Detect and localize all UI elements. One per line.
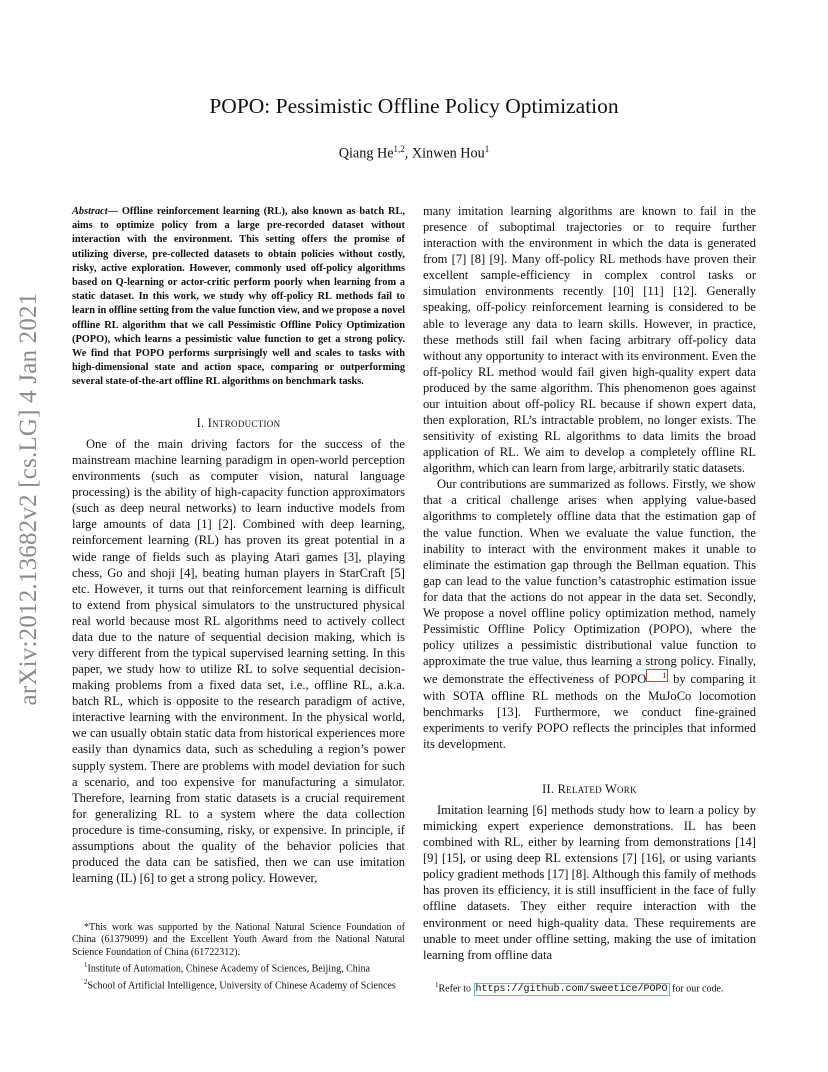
code-repository-link[interactable]: https://github.com/sweetice/POPO <box>475 984 668 996</box>
funding-footnote: *This work was supported by the National Natural Science Foundation of China (61379099) and the Excellent Youth Award from the National Natural Science Foundation of China (61722312). <box>72 922 405 958</box>
abstract <box>72 205 405 390</box>
contributions-text-b: by comparing it with SOTA offline RL methods on the MuJoCo locomotion benchmarks [13]. Furthermore, we conduct fine-grained experiments to verify POPO reflects the principles that informed its development. <box>423 672 757 751</box>
right-footnote <box>423 979 756 997</box>
intro-paragraph-1-text: One of the main driving factors for the success of the mainstream machine learning paradigm in open-world perception environments (such as computer vision, natural language processing) is the ability of high-capacity function approximators (such as deep neural networks) to learn inductive models from large amounts of data [1] [2]. Combined with deep learning, reinforcement learning (RL) has proven its great potential in a wide range of fields such as playing Atari games [3], playing chess, Go and shoji [4], beating human players in StarCraft [5] etc. However, it turns out that reinforcement learning is difficult to extend from physical simulators to the unstructured physical real world because most RL algorithms need to actively collect data due to the nature of sequential decision making, which is very different from the typical supervised learning setting. In this paper, we study how to utilize RL to solve sequential decision-making problems from a fixed data set, i.e., offline RL, a.k.a. batch RL, which is opposite to the research paradigm of active, interactive learning with the environment. In the physical world, we can usually obtain static data from historical experiences more easily than dynamics data, such as scheduling a region’s power supply system. There are problems with model deviation for such a scenario, and too expensive for manufacturing a simulator. Therefore, learning from static datasets is a crucial requirement for generalizing RL to a system where the data collection procedure is time-consuming, risky, or expensive. In principle, if assumptions about the quality of the behavior policies that produced the data can be satisfied, then we can use imitation learning (IL) [6] to get a strong policy. However, <box>72 437 405 886</box>
footnote-1-mark: 1 <box>435 981 439 989</box>
left-footnotes <box>72 922 405 993</box>
abstract-dash: — <box>107 206 122 217</box>
affiliation-1-text: Institute of Automation, Chinese Academy of Sciences, Beijing, China <box>87 963 370 975</box>
affiliation-1 <box>72 959 405 976</box>
paper-title: POPO: Pessimistic Offline Policy Optimization <box>209 94 619 118</box>
footnote-1-ref[interactable]: 1 <box>646 669 668 682</box>
contributions-paragraph <box>423 476 756 752</box>
author-1-affiliation-mark: 1,2 <box>393 144 405 154</box>
author-1: Qiang He <box>338 145 394 162</box>
abstract-text: Offline reinforcement learning (RL), also known as batch RL, aims to optimize policy from a large pre-recorded dataset without interaction with the environment. This setting offers the promise of utilizing diverse, pre-collected datasets to obtain policies without costly, risky, active exploration. However, commonly used off-policy algorithms based on Q-learning or actor-critic perform poorly when learning from a static dataset. In this work, we study why off-policy RL methods fail to learn in offline setting from the value function view, and we propose a novel offline RL algorithm that we call Pessimistic Offline Policy Optimization (POPO), which learns a pessimistic value function to get a strong policy. We find that POPO performs surprisingly well and scales to tasks with high-dimensional state and action space, comparing or outperforming several state-of-the-art offline RL algorithms on benchmark tasks. <box>72 206 405 388</box>
affiliation-2 <box>72 976 405 993</box>
affiliation-2-text: School of Artificial Intelligence, University of Chinese Academy of Sciences <box>87 980 396 992</box>
footnote-1-suffix: for our code. <box>669 983 724 995</box>
author-2: Xinwen Hou <box>411 145 485 162</box>
intro-right-column <box>423 203 756 752</box>
related-work-text: Imitation learning [6] methods study how to learn a policy by mimicking expert experience demonstrations. IL has been combined with RL, either by learning from demonstrations [14] [9] [15], or using deep RL extensions [7] [16], or using variants policy gradient methods [17] [8]. Although this family of methods has proven its efficiency, it is still insufficient in the face of fully offline datasets. They either require interaction with the environment or need high-quality data. These requirements are unable to meet under offline setting, making the use of imitation learning from offline data <box>423 803 756 962</box>
arxiv-identifier: arXiv:2012.13682v2 [cs.LG] 4 Jan 2021 <box>15 292 42 706</box>
author-line <box>0 144 828 163</box>
author-separator: , <box>404 145 412 162</box>
affiliation-2-mark: 2 <box>84 977 88 986</box>
author-2-affiliation-mark: 1 <box>484 144 490 154</box>
intro-paragraph-1 <box>72 436 405 886</box>
section-heading-related-work: II. Related Work <box>542 782 637 796</box>
affiliation-1-mark: 1 <box>84 961 88 970</box>
section-heading-introduction: I. Introduction <box>196 416 281 430</box>
footnote-1-prefix: Refer to <box>438 983 474 995</box>
related-work-paragraph-1 <box>423 802 756 963</box>
intro-paragraph-1-continued: many imitation learning algorithms are known to fail in the presence of suboptimal trajectories or to require further interaction with the environment in which the data is generated from [7] [8] [9]. Many off-policy RL methods have proven their excellent sample-efficiency in complex control tasks or simulation environments recently [10] [11] [12]. Generally speaking, off-policy reinforcement learning is considered to be able to leverage any data to learn skills. However, in practice, these methods still fail when facing arbitrary off-policy data without any opportunity to interact with its environment. Even the off-policy RL method would fail given high-quality expert data produced by the same algorithm. This phenomenon goes against our intuition about off-policy RL because if shown expert data, then exploration, RL’s intractable problem, no longer exists. The sensitivity of existing RL algorithms to data limits the broad application of RL. We aim to develop a completely offline RL algorithm, which can learn from large, arbitrarily static datasets. <box>423 204 756 476</box>
abstract-label: Abstract <box>72 206 108 217</box>
contributions-text-a: Our contributions are summarized as follows. Firstly, we show that a critical challenge arises when applying value-based algorithms to completely offline data that the estimation gap of the value function. When we evaluate the value function, the inability to interact with the environment makes it unable to eliminate the estimation gap through the Bellman equation. This gap can lead to the value function’s catastrophic estimation issue for data that the actions do not appear in the data set. Secondly, We propose a novel offline policy optimization method, namely Pessimistic Offline Policy Optimization (POPO), where the policy utilizes a pessimistic distributional value function to approximate the true value, thus learning a strong policy. Finally, we demonstrate the effectiveness of POPO <box>423 477 756 687</box>
